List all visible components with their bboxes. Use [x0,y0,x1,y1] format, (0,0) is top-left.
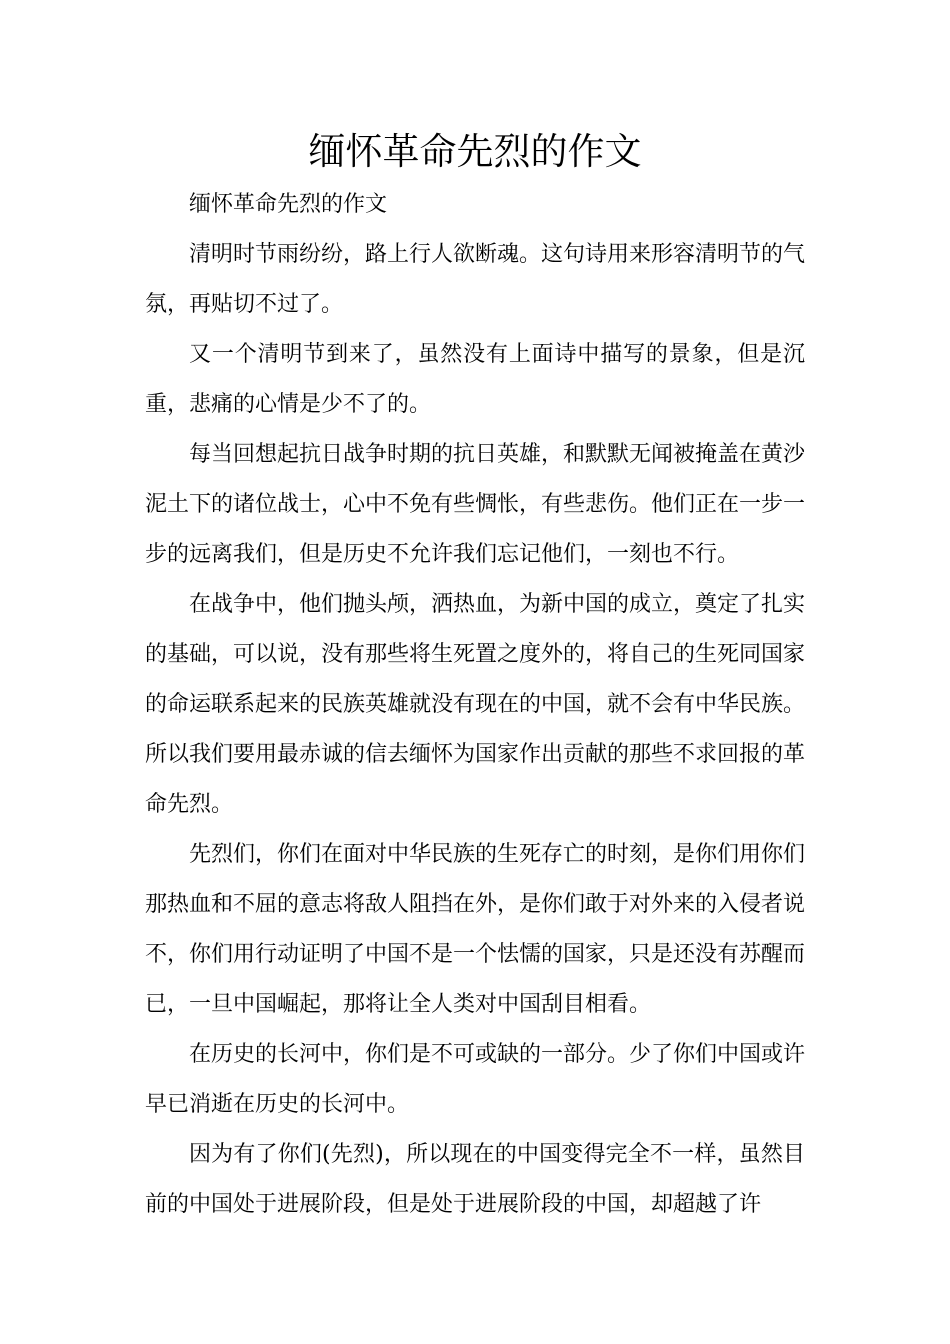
paragraph: 先烈们，你们在面对中华民族的生死存亡的时刻，是你们用你们那热血和不屈的意志将敌人阻挡在外，是你们敢于对外来的入侵者说不，你们用行动证明了中国不是一个怯懦的国家，只是还没有苏醒而已，一旦中国崛起，那将让全人类对中国刮目相看。 [145,842,806,1017]
paragraph: 因为有了你们(先烈)，所以现在的中国变得完全不一样，虽然目前的中国处于进展阶段，但是处于进展阶段的中国，却超越了许 [145,1142,805,1217]
paragraph: 在战争中，他们抛头颅，洒热血，为新中国的成立，奠定了扎实的基础，可以说，没有那些将生死置之度外的，将自己的生死同国家的命运联系起来的民族英雄就没有现在的中国，就不会有中华民族。所以我们要用最赤诚的信去缅怀为国家作出贡献的那些不求回报的革命先烈。 [145,592,806,817]
paragraph: 每当回想起抗日战争时期的抗日英雄，和默默无闻被掩盖在黄沙泥土下的诸位战士，心中不免有些惆怅，有些悲伤。他们正在一步一步的远离我们，但是历史不允许我们忘记他们，一刻也不行。 [145,442,806,567]
paragraph-subtitle: 缅怀革命先烈的作文 [189,192,388,217]
paragraph: 又一个清明节到来了，虽然没有上面诗中描写的景象，但是沉重，悲痛的心情是少不了的。 [145,342,805,417]
document-body [145,180,805,1230]
document-title: 缅怀革命先烈的作文 [308,130,642,173]
paragraph: 在历史的长河中，你们是不可或缺的一部分。少了你们中国或许早已消逝在历史的长河中。 [145,1042,806,1117]
paragraph: 清明时节雨纷纷，路上行人欲断魂。这句诗用来形容清明节的气氛，再贴切不过了。 [145,242,806,317]
